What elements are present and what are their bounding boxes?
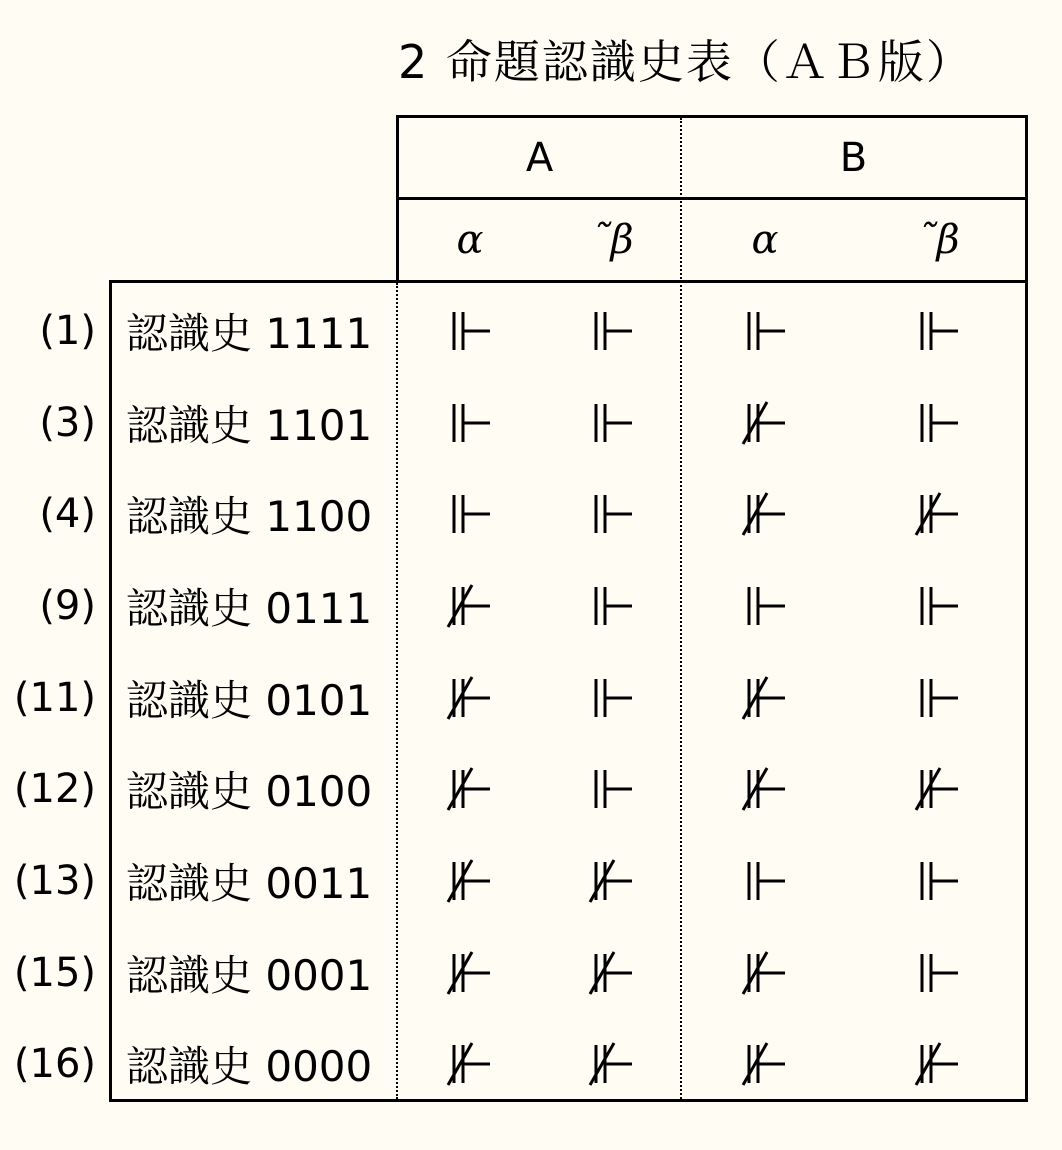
row-number: (1)	[39, 307, 96, 354]
not-proves-symbol	[430, 1019, 510, 1111]
row-label: 認識史 0111	[126, 583, 373, 633]
row-number: (13)	[13, 858, 96, 905]
not-proves-symbol	[430, 744, 510, 836]
row-number: (12)	[13, 766, 96, 813]
row-label: 認識史 0100	[126, 767, 373, 817]
not-proves-symbol	[430, 835, 510, 927]
proves-symbol	[572, 468, 652, 560]
proves-symbol	[572, 285, 652, 377]
group-header-b: B	[839, 135, 868, 181]
row-label: 認識史 0001	[126, 950, 373, 1000]
proves-symbol	[725, 285, 805, 377]
not-proves-symbol	[725, 468, 805, 560]
not-proves-symbol	[725, 377, 805, 469]
not-proves-symbol	[725, 927, 805, 1019]
row-number: (11)	[13, 674, 96, 721]
group-header-a: A	[525, 135, 554, 181]
proves-symbol	[898, 377, 978, 469]
proves-symbol	[572, 377, 652, 469]
not-proves-symbol	[725, 652, 805, 744]
row-number: (4)	[39, 491, 96, 538]
not-proves-symbol	[725, 744, 805, 836]
not-proves-symbol	[572, 1019, 652, 1111]
row-number: (15)	[13, 949, 96, 996]
row-label: 認識史 0011	[126, 859, 373, 909]
subcolumn-header: α	[751, 217, 779, 263]
proves-symbol	[898, 927, 978, 1019]
proves-symbol	[572, 652, 652, 744]
row-label: 認識史 0101	[126, 675, 373, 725]
not-proves-symbol	[725, 1019, 805, 1111]
row-label: 認識史 1100	[126, 492, 373, 542]
proves-symbol	[430, 468, 510, 560]
not-proves-symbol	[572, 835, 652, 927]
subcolumn-header: ˜β	[916, 217, 960, 263]
proves-symbol	[898, 652, 978, 744]
row-number: (9)	[39, 582, 96, 629]
proves-symbol	[572, 560, 652, 652]
subcolumn-header: ˜β	[590, 217, 634, 263]
group-separator	[680, 118, 682, 1099]
proves-symbol	[430, 285, 510, 377]
not-proves-symbol	[430, 927, 510, 1019]
proves-symbol	[898, 560, 978, 652]
proves-symbol	[430, 377, 510, 469]
proves-symbol	[898, 285, 978, 377]
subcolumn-header: α	[456, 217, 484, 263]
not-proves-symbol	[572, 927, 652, 1019]
not-proves-symbol	[430, 652, 510, 744]
not-proves-symbol	[898, 744, 978, 836]
row-number: (3)	[39, 399, 96, 446]
proves-symbol	[725, 560, 805, 652]
not-proves-symbol	[430, 560, 510, 652]
proves-symbol	[572, 744, 652, 836]
not-proves-symbol	[898, 468, 978, 560]
not-proves-symbol	[898, 1019, 978, 1111]
row-number: (16)	[13, 1041, 96, 1088]
row-label: 認識史 0000	[126, 1042, 373, 1092]
proves-symbol	[725, 835, 805, 927]
proves-symbol	[898, 835, 978, 927]
row-label: 認識史 1111	[126, 308, 373, 358]
page-title: 2 命題認識史表（ＡＢ版）	[398, 35, 974, 89]
row-label: 認識史 1101	[126, 400, 373, 450]
label-column-separator	[396, 283, 398, 1099]
